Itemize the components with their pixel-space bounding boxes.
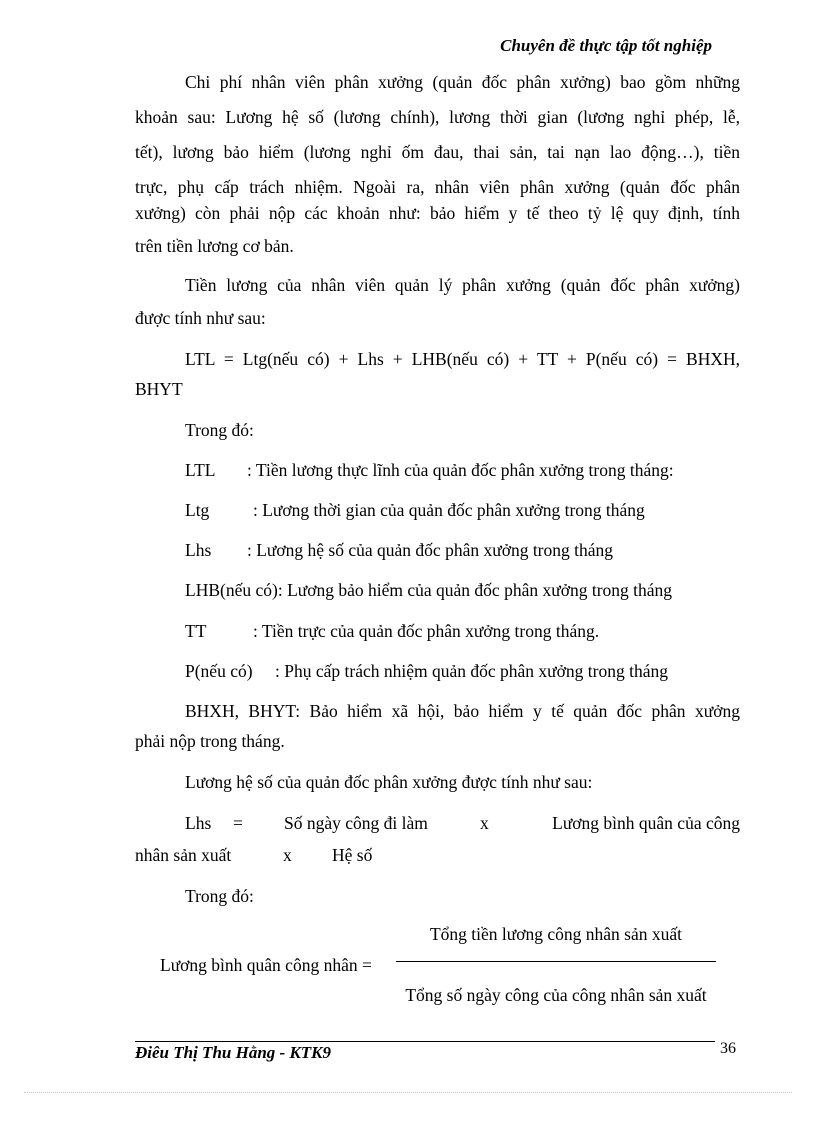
fraction-bar (396, 961, 716, 962)
fraction-numerator: Tổng tiền lương công nhân sản xuất (429, 924, 683, 944)
paragraph-line: xưởng) còn phải nộp các khoản như: bảo hiểm y tế theo tỷ lệ quy định, tính (135, 203, 740, 223)
definition-term: Ltg (185, 500, 210, 520)
definition-desc: : Tiền lương thực lĩnh của quản đốc phân xưởng trong tháng: (247, 460, 674, 480)
paragraph-line: được tính như sau: (135, 308, 266, 328)
definition-desc: : Phụ cấp trách nhiệm quản đốc phân xưởng trong tháng (275, 661, 668, 681)
formula-ltl-cont: BHYT (135, 379, 183, 399)
trong-do-label: Trong đó: (185, 886, 254, 906)
fraction-denominator: Tổng số ngày công của công nhân sản xuất (405, 985, 707, 1005)
bhxh-line: phải nộp trong tháng. (135, 731, 285, 751)
definition-desc: : Lương thời gian của quản đốc phân xưởng trong tháng (253, 500, 645, 520)
definition-term: P(nếu có) (185, 661, 253, 681)
formula-times: x (283, 845, 292, 865)
definition-term: LTL (185, 460, 216, 480)
formula-equals: = (233, 813, 243, 833)
definition-ltl (135, 453, 740, 488)
definition-ltg (135, 493, 740, 528)
definition-desc: : Lương bảo hiểm của quản đốc phân xưởng trong tháng (277, 580, 673, 600)
header-title: Chuyên đề thực tập tốt nghiệp (500, 36, 712, 55)
formula-cont: nhân sản xuất (135, 845, 232, 865)
definition-tt (135, 614, 740, 649)
trong-do-label: Trong đó: (185, 420, 254, 440)
formula-avg: Lương bình quân của công (552, 813, 740, 833)
paragraph-line: khoản sau: Lương hệ số (lương chính), lương thời gian (lương nghỉ phép, lễ, (135, 107, 740, 127)
paragraph-line: Chi phí nhân viên phân xưởng (quản đốc phân xưởng) bao gồm những (185, 72, 740, 92)
definition-desc: : Lương hệ số của quản đốc phân xưởng trong tháng (247, 540, 614, 560)
definition-term: Lhs (185, 540, 212, 560)
footer-rule (135, 1041, 715, 1042)
page-number: 36 (720, 1040, 736, 1057)
fraction-left: Lương bình quân công nhân = (160, 955, 372, 975)
footer-author: Điêu Thị Thu Hằng - KTK9 (135, 1043, 332, 1062)
definition-desc: : Tiền trực của quản đốc phân xưởng trong tháng. (253, 621, 600, 641)
definition-lhb (135, 573, 740, 608)
definition-lhs (135, 533, 740, 568)
paragraph-line: trên tiền lương cơ bản. (135, 236, 294, 256)
page-bottom-divider (24, 1092, 792, 1093)
definition-term: LHB(nếu có) (185, 580, 278, 600)
formula-lhs-term: Lhs (185, 813, 212, 833)
definition-p (135, 654, 740, 689)
formula-days: Số ngày công đi làm (284, 813, 428, 833)
lhs-intro: Lương hệ số của quản đốc phân xưởng được tính như sau: (185, 772, 593, 792)
paragraph-line: tết), lương bảo hiểm (lương nghỉ ốm đau, thai sản, tai nạn lao động…), tiền (135, 142, 740, 162)
paragraph-line: trực, phụ cấp trách nhiệm. Ngoài ra, nhân viên phân xưởng (quản đốc phân (135, 177, 740, 197)
formula-ltl: LTL = Ltg(nếu có) + Lhs + LHB(nếu có) + TT + P(nếu có) = BHXH, (185, 349, 740, 369)
formula-times: x (480, 813, 489, 833)
definition-term: TT (185, 621, 207, 641)
paragraph-line: Tiền lương của nhân viên quản lý phân xưởng (quản đốc phân xưởng) (185, 275, 740, 295)
bhxh-line: BHXH, BHYT: Bảo hiểm xã hội, bảo hiểm y tế quản đốc phân xưởng (185, 701, 740, 721)
formula-coef: Hệ số (332, 845, 373, 865)
